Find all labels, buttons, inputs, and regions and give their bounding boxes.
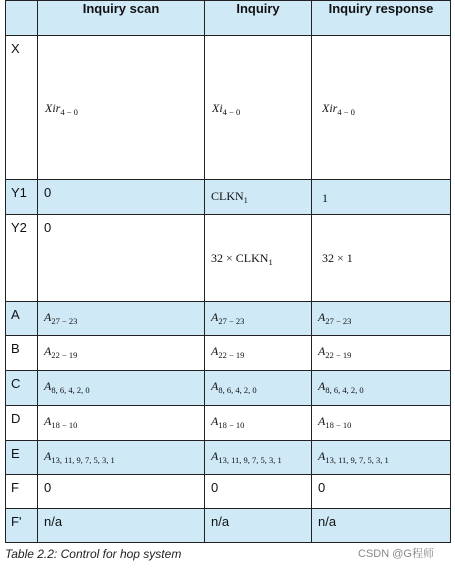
table-caption: Table 2.2: Control for hop system xyxy=(5,547,182,561)
row-label: A xyxy=(6,302,38,336)
math-expr: $CLKN_1$ xyxy=(211,189,248,205)
table-row-d xyxy=(6,406,451,441)
math-expr: $A_{8, 6, 4, 2, 0}$ xyxy=(44,379,90,395)
table-cell xyxy=(38,36,205,180)
header-inquiry-response: Inquiry response xyxy=(312,1,451,36)
row-label: B xyxy=(6,336,38,371)
math-expr: $A_{18 - 10}$ xyxy=(211,414,245,430)
header-corner xyxy=(6,1,38,36)
table-cell: n/a xyxy=(205,509,312,543)
math-expr: $A_{8, 6, 4, 2, 0}$ xyxy=(211,379,257,395)
header-inquiry-scan: Inquiry scan xyxy=(38,1,205,36)
table-cell: 0 xyxy=(38,475,205,509)
math-expr: $A_{13, 11, 9, 7, 5, 3, 1}$ xyxy=(211,449,282,465)
hop-control-table xyxy=(5,0,451,543)
row-label: E xyxy=(6,441,38,475)
table-cell xyxy=(312,36,451,180)
table-cell xyxy=(205,36,312,180)
table-cell: 0 xyxy=(38,180,205,215)
table-cell xyxy=(205,180,312,215)
table-cell: 0 xyxy=(205,475,312,509)
table-cell xyxy=(38,406,205,441)
row-label: F xyxy=(6,475,38,509)
table-row-f-prime xyxy=(6,509,451,543)
row-label: C xyxy=(6,371,38,406)
table-row-y1 xyxy=(6,180,451,215)
row-label: D xyxy=(6,406,38,441)
table-header-row xyxy=(6,1,451,36)
math-expr: $A_{22 - 19}$ xyxy=(44,344,78,360)
math-expr: $A_{13, 11, 9, 7, 5, 3, 1}$ xyxy=(44,449,115,465)
table-cell xyxy=(205,371,312,406)
header-inquiry: Inquiry xyxy=(205,1,312,36)
table-cell xyxy=(312,441,451,475)
table-cell xyxy=(38,371,205,406)
math-expr: $A_{27 - 23}$ xyxy=(44,310,78,326)
table-cell: n/a xyxy=(38,509,205,543)
table-cell xyxy=(312,371,451,406)
table-row-y2 xyxy=(6,215,451,302)
math-expr: $A_{18 - 10}$ xyxy=(44,414,78,430)
table-row-c xyxy=(6,371,451,406)
table-cell xyxy=(205,302,312,336)
math-expr: $A_{27 - 23}$ xyxy=(211,310,245,326)
table-cell: n/a xyxy=(312,509,451,543)
table-cell xyxy=(312,215,451,302)
table-cell xyxy=(38,336,205,371)
row-label: F' xyxy=(6,509,38,543)
table-cell: 0 xyxy=(38,215,205,302)
table-cell: 0 xyxy=(312,475,451,509)
table-cell xyxy=(38,302,205,336)
table-cell xyxy=(205,336,312,371)
math-expr: $Xi_{4 - 0}$ xyxy=(212,100,241,117)
table-row-f xyxy=(6,475,451,509)
table-cell xyxy=(312,406,451,441)
table-row-a xyxy=(6,302,451,336)
table-cell xyxy=(205,406,312,441)
math-expr: $A_{18 - 10}$ xyxy=(318,414,352,430)
table-cell xyxy=(312,336,451,371)
math-expr: $A_{22 - 19}$ xyxy=(318,344,352,360)
math-expr: $A_{8, 6, 4, 2, 0}$ xyxy=(318,379,364,395)
row-label: Y2 xyxy=(6,215,38,302)
row-label: X xyxy=(6,36,38,180)
math-value: 1 xyxy=(322,191,328,205)
table-row-b xyxy=(6,336,451,371)
table-cell xyxy=(205,441,312,475)
watermark: CSDN @G程师 xyxy=(358,548,434,560)
math-expr: Xir$_{4 - 0}$ xyxy=(322,100,355,117)
math-expr: $A_{27 - 23}$ xyxy=(318,310,352,326)
table-cell xyxy=(205,215,312,302)
table-cell xyxy=(38,441,205,475)
math-expr: $A_{22 - 19}$ xyxy=(211,344,245,360)
row-label: Y1 xyxy=(6,180,38,215)
math-expr: $A_{13, 11, 9, 7, 5, 3, 1}$ xyxy=(318,449,389,465)
table-cell xyxy=(312,302,451,336)
math-expr: Xir$_{4 - 0}$ xyxy=(45,100,78,117)
math-expr: $32 \times CLKN_1$ xyxy=(211,251,273,267)
table-cell xyxy=(312,180,451,215)
table-row-x xyxy=(6,36,451,180)
math-value: 32 × 1 xyxy=(322,251,353,265)
table-row-e xyxy=(6,441,451,475)
